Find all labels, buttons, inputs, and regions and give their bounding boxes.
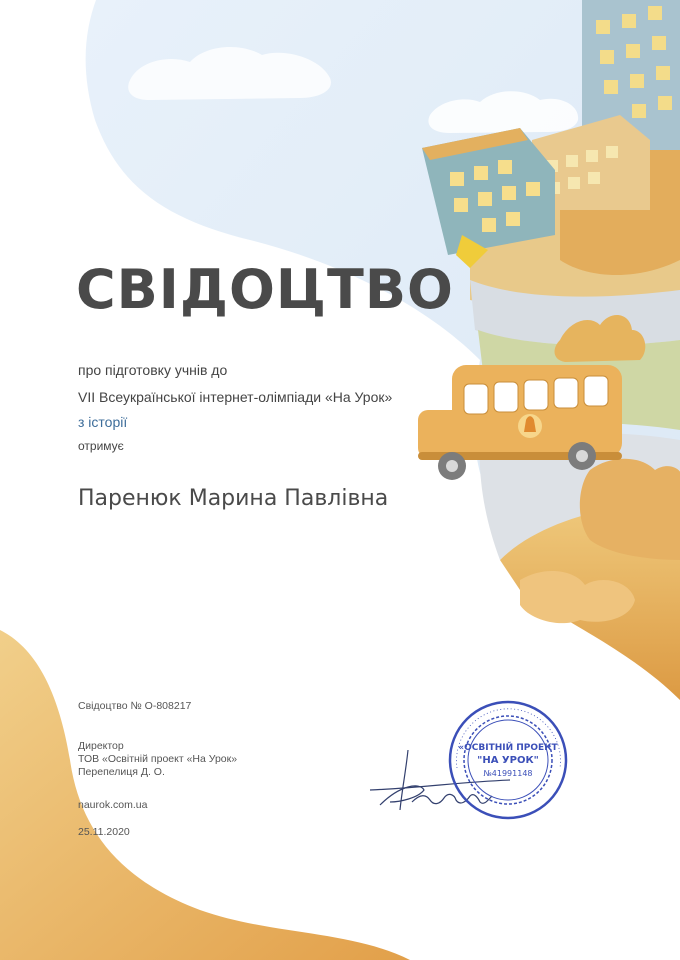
director-title: Директор: [78, 740, 124, 752]
certificate-title: СВІДОЦТВО: [76, 258, 454, 321]
stamp-code: №41991148: [483, 769, 533, 778]
issue-date: 25.11.2020: [78, 826, 130, 838]
website-link[interactable]: naurok.com.ua: [78, 799, 148, 811]
stamp-line-1: «ОСВІТНІЙ ПРОЕКТ: [458, 743, 558, 753]
receives-label: отримує: [78, 439, 124, 453]
subject-line: з історії: [78, 414, 128, 430]
certificate-purpose-line: про підготовку учнів до: [78, 362, 228, 378]
director-name: Перепелиця Д. О.: [78, 766, 165, 778]
organization-name: ТОВ «Освітній проект «На Урок»: [78, 753, 238, 765]
olympiad-name: VII Всеукраїнської інтернет-олімпіади «На Урок»: [78, 389, 393, 405]
stamp-line-2: "НА УРОК": [477, 755, 539, 766]
official-stamp: [450, 702, 566, 818]
bottom-left-wave: [0, 630, 410, 960]
recipient-name: Паренюк Марина Павлівна: [78, 486, 389, 511]
signature-and-stamp: [360, 690, 590, 830]
certificate-number: Свідоцтво № О-808217: [78, 700, 192, 712]
